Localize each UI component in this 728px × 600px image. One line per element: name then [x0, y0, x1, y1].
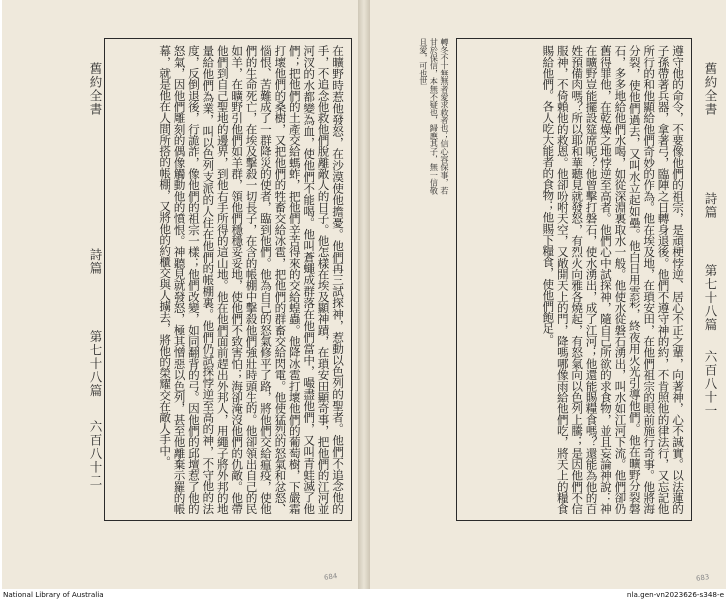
left-page	[2, 0, 358, 589]
left-header-page-number: 六百八十二	[88, 420, 103, 488]
left-pencil-page-mark: 684	[323, 572, 338, 582]
right-body-text: 遵守他的命令，不要像他們的祖宗，是頑梗悖逆、居心不正之輩，向著神，心不誠實。以法蓮的子孫帶著兵器，拿著弓，臨陣之日轉身退後。他們不遵守神的約，不肯照他的律法行，又忘記他所行的和他顯給他們奇妙的作為。他在埃及地，在瑣安田，在他們祖宗的眼前施行奇事。他將海分裂，使他們過去，又叫水立起如壘。他白日用雲彩，終夜用火光引導他們。他在曠野分裂磐石，多多地給他們水喝，如從深淵裏取水一般。他使水從磐石湧出，叫水如江河下流。他們卻仍舊得罪他，在乾燥之地悖逆至高者。他們心中試探神，隨自己所欲的求食物，並且妄論神說：神在曠野豈能擺設筵席呢？他曾擊打磐石，使水湧出，成了江河；他還能賜糧食嗎？還能為他的百姓預備肉嗎？所以耶和華聽見就發怒，有烈火向雅各燒起，有怒氣向以色列上騰；是因他們不信服神，不倚賴他的救恩。他卻吩咐天空，又敞開天上的門，降嗎哪像雨給他們吃，將天上的糧食賜給他們。各人吃大能者的食物；他賜下糧食，使他們飽足。	[541, 45, 685, 514]
library-credit: National Library of Australia	[3, 590, 104, 599]
right-page	[370, 0, 726, 589]
left-header-book-title: 舊約全書	[88, 62, 103, 116]
margin-notes: 轉冬不十無無者愛求救者也；信心容保事，若甘於保信，本無不疑也，歸應其子，無一信敬且愛，可也世	[418, 38, 450, 195]
left-body-text: 在曠野時惹他發怒，在沙漠使他擔憂。他們再三試探神，惹動以色列的聖者。他們不追念他的手，不追念他救他們脫離敵人的日子。他怎樣在埃及顯神蹟，在瑣安田顯奇事，把他們的江河並河汊的水都變為血，使他們不能喝。他叫蒼蠅成群落在他們當中，嘬盡他們，又叫青蛙滅了他們；把他們的土產交給螞蚱，把他們辛苦得來的交給蝗蟲。他降冰雹打壞他們的葡萄樹，下嚴霜打壞他們的桑樹，又把他們的牲畜交給冰雹，把他們的群畜交給閃電。他使猛烈的怒氣和忿怒、惱恨、苦難成了一群降災的使者，臨到他們。他為自己的怒氣修平了路，將他們交給瘟疫，使他們的生命死亡，在埃及擊殺一切長子，在含的帳棚中擊殺他們強壯時頭生的。他卻領出自己的民如羊，在曠野引他們如羊群，領他們穩穩妥妥地，使他們不致害怕；海卻淹沒他們的仇敵。他帶他們到自己聖地的邊界，到他右手所得的這山地。他在他們面前趕出外邦人，用繩子將外邦的地量給他們為業，叫以色列支派的人住在他們的帳棚裏。他們仍試探悖逆至高的神，不守他的法度，反倒退後，行詭詐，像他們的祖宗一樣；他們改變，如同翻背的弓。因他們的邱壇惹了他的怒氣，因他們雕刻的偶像觸動他的憤恨。神聽見就發怒，極其憎惡以色列，甚至他離棄示羅的帳幕，就是他在人間所搭的帳棚，又將他的約櫃交與人擄去，將他的榮耀交在敵人手中。	[158, 45, 345, 514]
right-header-chapter: 第七十八篇	[703, 264, 718, 332]
right-header-section: 詩篇	[703, 192, 718, 219]
left-header-chapter: 第七十八篇	[88, 330, 103, 398]
book-gutter	[358, 0, 370, 589]
left-header-section: 詩篇	[88, 248, 103, 275]
scan-identifier: nla.gen-vn2023626-s348-e	[626, 590, 724, 599]
scan-footer	[0, 589, 728, 600]
right-header-page-number: 六百八十一	[703, 350, 718, 418]
right-pencil-page-mark: 683	[695, 573, 710, 583]
left-text-frame	[104, 38, 352, 521]
right-text-frame	[456, 38, 692, 521]
right-header-book-title: 舊約全書	[703, 62, 718, 116]
